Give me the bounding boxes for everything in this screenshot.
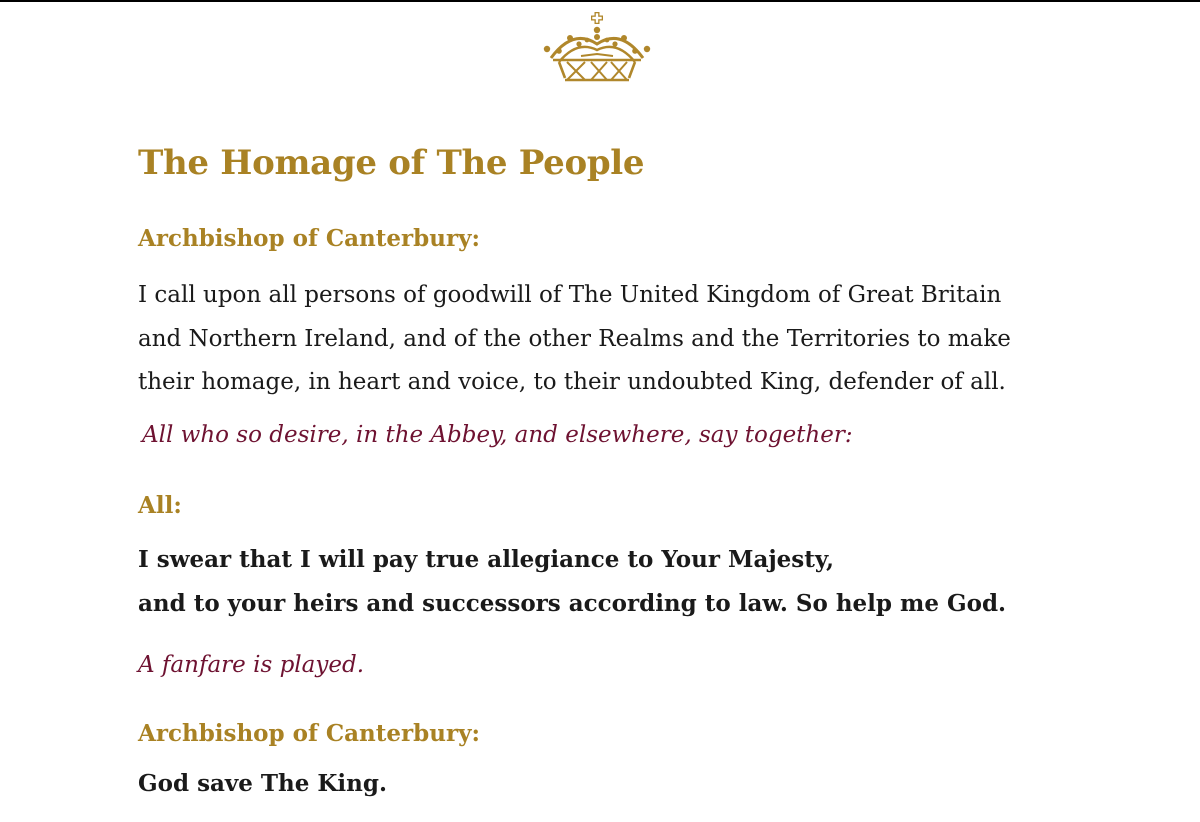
allegiance-oath — [138, 538, 1006, 626]
rubric-fanfare: A fanfare is played. — [138, 652, 365, 678]
speaker-label-all: All: — [138, 492, 182, 519]
address-line: and Northern Ireland, and of the other Realms and the Territories to make — [138, 325, 1011, 352]
address-line: their homage, in heart and voice, to their undoubted King, defender of all. — [138, 369, 1006, 395]
rubric-instruction: All who so desire, in the Abbey, and elsewhere, say together: — [142, 422, 853, 448]
address-line: I call upon all persons of goodwill of The United Kingdom of Great Britain — [138, 282, 1002, 308]
crown-icon — [537, 10, 657, 86]
archbishop-address — [138, 274, 1011, 405]
oath-line: and to your heirs and successors according to law. So help me God. — [138, 590, 1007, 617]
closing-acclamation: God save The King. — [138, 770, 387, 797]
top-border-rule — [0, 0, 1200, 2]
speaker-label-archbishop: Archbishop of Canterbury: — [138, 225, 480, 252]
speaker-label-archbishop: Archbishop of Canterbury: — [138, 720, 480, 747]
page-title: The Homage of The People — [138, 143, 645, 183]
oath-line: I swear that I will pay true allegiance to Your Majesty, — [138, 546, 835, 573]
